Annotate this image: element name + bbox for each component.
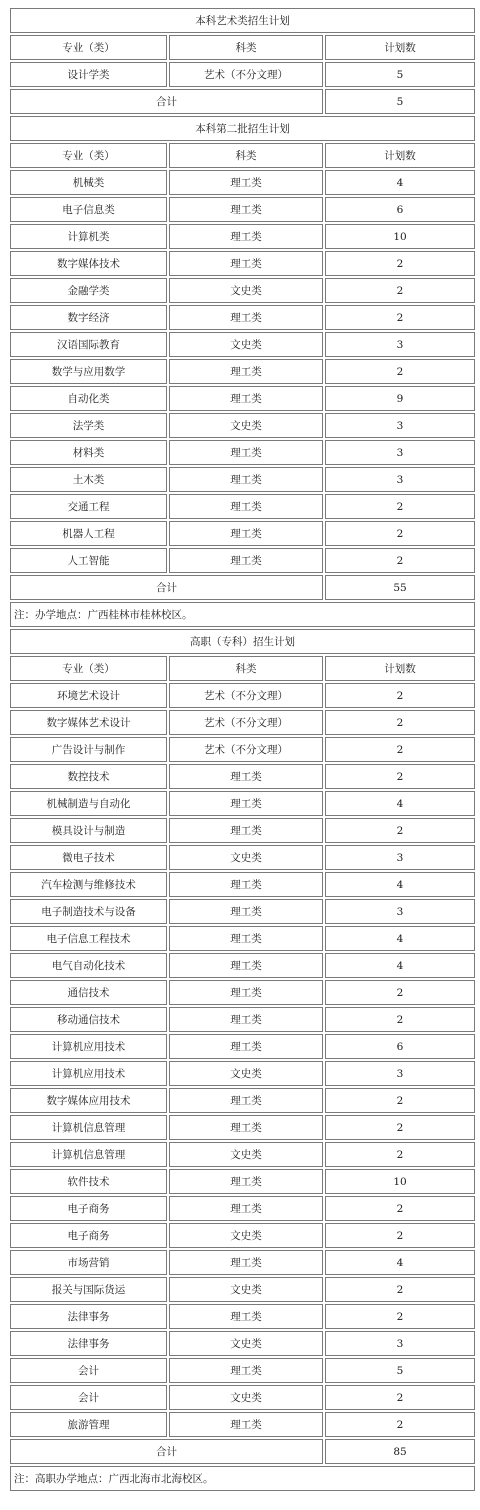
table-row bbox=[10, 953, 475, 978]
plan-count-cell: 2 bbox=[325, 359, 475, 384]
major-cell: 市场营销 bbox=[10, 1250, 167, 1275]
section-title-row bbox=[10, 116, 475, 141]
major-cell: 会计 bbox=[10, 1385, 167, 1410]
table-row bbox=[10, 1385, 475, 1410]
major-cell: 旅游管理 bbox=[10, 1412, 167, 1437]
header-major: 专业（类） bbox=[10, 656, 167, 681]
table-row bbox=[10, 521, 475, 546]
subject-cell: 艺术（不分文理） bbox=[169, 737, 323, 762]
subject-cell: 理工类 bbox=[169, 1169, 323, 1194]
major-cell: 交通工程 bbox=[10, 494, 167, 519]
plan-count-cell: 3 bbox=[325, 1331, 475, 1356]
table-row bbox=[10, 1115, 475, 1140]
table-row bbox=[10, 1412, 475, 1437]
subject-cell: 理工类 bbox=[169, 386, 323, 411]
major-cell: 汉语国际教育 bbox=[10, 332, 167, 357]
table-row bbox=[10, 1250, 475, 1275]
plan-count-cell: 6 bbox=[325, 1034, 475, 1059]
subject-cell: 理工类 bbox=[169, 872, 323, 897]
table-row bbox=[10, 1088, 475, 1113]
subject-cell: 理工类 bbox=[169, 1007, 323, 1032]
plan-count-cell: 2 bbox=[325, 521, 475, 546]
subject-cell: 理工类 bbox=[169, 467, 323, 492]
major-cell: 电子商务 bbox=[10, 1196, 167, 1221]
subject-cell: 理工类 bbox=[169, 818, 323, 843]
table-row bbox=[10, 548, 475, 573]
plan-count-cell: 4 bbox=[325, 872, 475, 897]
total-label: 合计 bbox=[10, 1439, 323, 1464]
section-note: 注：办学地点：广西桂林市桂林校区。 bbox=[10, 602, 475, 627]
subject-cell: 理工类 bbox=[169, 305, 323, 330]
subject-cell: 理工类 bbox=[169, 494, 323, 519]
major-cell: 计算机应用技术 bbox=[10, 1034, 167, 1059]
table-row bbox=[10, 251, 475, 276]
table-row bbox=[10, 1196, 475, 1221]
plan-count-cell: 2 bbox=[325, 764, 475, 789]
plan-count-cell: 2 bbox=[325, 548, 475, 573]
plan-count-cell: 5 bbox=[325, 62, 475, 87]
table-row bbox=[10, 1142, 475, 1167]
table-row bbox=[10, 872, 475, 897]
table-row bbox=[10, 1034, 475, 1059]
subject-cell: 文史类 bbox=[169, 1223, 323, 1248]
total-value: 55 bbox=[325, 575, 475, 600]
subject-cell: 理工类 bbox=[169, 1412, 323, 1437]
major-cell: 自动化类 bbox=[10, 386, 167, 411]
major-cell: 汽车检测与维修技术 bbox=[10, 872, 167, 897]
section-title-row bbox=[10, 629, 475, 654]
major-cell: 通信技术 bbox=[10, 980, 167, 1005]
header-plan: 计划数 bbox=[325, 143, 475, 168]
major-cell: 数字媒体技术 bbox=[10, 251, 167, 276]
plan-count-cell: 2 bbox=[325, 683, 475, 708]
plan-count-cell: 2 bbox=[325, 1142, 475, 1167]
column-header-row bbox=[10, 35, 475, 60]
plan-count-cell: 2 bbox=[325, 251, 475, 276]
plan-count-cell: 2 bbox=[325, 710, 475, 735]
plan-count-cell: 10 bbox=[325, 224, 475, 249]
subject-cell: 理工类 bbox=[169, 251, 323, 276]
section-note: 注：高职办学地点：广西北海市北海校区。 bbox=[10, 1466, 475, 1491]
table-row bbox=[10, 413, 475, 438]
column-header-row bbox=[10, 656, 475, 681]
table-row bbox=[10, 62, 475, 87]
plan-count-cell: 2 bbox=[325, 494, 475, 519]
total-row bbox=[10, 89, 475, 114]
subject-cell: 文史类 bbox=[169, 1142, 323, 1167]
plan-count-cell: 2 bbox=[325, 305, 475, 330]
plan-count-cell: 3 bbox=[325, 440, 475, 465]
subject-cell: 理工类 bbox=[169, 521, 323, 546]
header-major: 专业（类） bbox=[10, 143, 167, 168]
plan-count-cell: 2 bbox=[325, 1088, 475, 1113]
subject-cell: 文史类 bbox=[169, 413, 323, 438]
major-cell: 软件技术 bbox=[10, 1169, 167, 1194]
table-row bbox=[10, 1007, 475, 1032]
plan-count-cell: 2 bbox=[325, 278, 475, 303]
major-cell: 机械制造与自动化 bbox=[10, 791, 167, 816]
major-cell: 材料类 bbox=[10, 440, 167, 465]
major-cell: 环境艺术设计 bbox=[10, 683, 167, 708]
major-cell: 电子信息工程技术 bbox=[10, 926, 167, 951]
header-subject: 科类 bbox=[169, 143, 323, 168]
subject-cell: 理工类 bbox=[169, 359, 323, 384]
plan-count-cell: 2 bbox=[325, 1412, 475, 1437]
note-row bbox=[10, 1466, 475, 1491]
plan-count-cell: 2 bbox=[325, 1277, 475, 1302]
header-plan: 计划数 bbox=[325, 35, 475, 60]
table-row bbox=[10, 467, 475, 492]
subject-cell: 理工类 bbox=[169, 1115, 323, 1140]
plan-count-cell: 4 bbox=[325, 170, 475, 195]
major-cell: 计算机应用技术 bbox=[10, 1061, 167, 1086]
subject-cell: 理工类 bbox=[169, 980, 323, 1005]
section-title-row bbox=[10, 8, 475, 33]
major-cell: 电气自动化技术 bbox=[10, 953, 167, 978]
plan-count-cell: 3 bbox=[325, 467, 475, 492]
major-cell: 数字媒体艺术设计 bbox=[10, 710, 167, 735]
major-cell: 数字媒体应用技术 bbox=[10, 1088, 167, 1113]
subject-cell: 文史类 bbox=[169, 1277, 323, 1302]
table-row bbox=[10, 791, 475, 816]
table-row bbox=[10, 332, 475, 357]
plan-count-cell: 2 bbox=[325, 818, 475, 843]
plan-count-cell: 2 bbox=[325, 1007, 475, 1032]
plan-count-cell: 2 bbox=[325, 1304, 475, 1329]
subject-cell: 理工类 bbox=[169, 953, 323, 978]
plan-count-cell: 5 bbox=[325, 1358, 475, 1383]
subject-cell: 艺术（不分文理） bbox=[169, 683, 323, 708]
plan-count-cell: 10 bbox=[325, 1169, 475, 1194]
plan-count-cell: 4 bbox=[325, 1250, 475, 1275]
major-cell: 数字经济 bbox=[10, 305, 167, 330]
plan-count-cell: 3 bbox=[325, 413, 475, 438]
table-row bbox=[10, 1061, 475, 1086]
subject-cell: 理工类 bbox=[169, 548, 323, 573]
table-row bbox=[10, 1277, 475, 1302]
header-subject: 科类 bbox=[169, 656, 323, 681]
major-cell: 机械类 bbox=[10, 170, 167, 195]
major-cell: 报关与国际货运 bbox=[10, 1277, 167, 1302]
header-plan: 计划数 bbox=[325, 656, 475, 681]
major-cell: 数学与应用数学 bbox=[10, 359, 167, 384]
table-row bbox=[10, 818, 475, 843]
major-cell: 模具设计与制造 bbox=[10, 818, 167, 843]
plan-count-cell: 2 bbox=[325, 1385, 475, 1410]
table-row bbox=[10, 926, 475, 951]
plan-count-cell: 3 bbox=[325, 845, 475, 870]
table-row bbox=[10, 710, 475, 735]
table-row bbox=[10, 683, 475, 708]
table-row bbox=[10, 197, 475, 222]
plan-count-cell: 3 bbox=[325, 332, 475, 357]
section-title: 本科艺术类招生计划 bbox=[10, 8, 475, 33]
subject-cell: 理工类 bbox=[169, 1034, 323, 1059]
plan-count-cell: 2 bbox=[325, 1196, 475, 1221]
subject-cell: 理工类 bbox=[169, 791, 323, 816]
plan-count-cell: 4 bbox=[325, 926, 475, 951]
subject-cell: 理工类 bbox=[169, 224, 323, 249]
table-row bbox=[10, 764, 475, 789]
subject-cell: 文史类 bbox=[169, 1061, 323, 1086]
plan-count-cell: 2 bbox=[325, 1115, 475, 1140]
table-row bbox=[10, 386, 475, 411]
subject-cell: 艺术（不分文理） bbox=[169, 710, 323, 735]
plan-count-cell: 2 bbox=[325, 1223, 475, 1248]
table-row bbox=[10, 278, 475, 303]
header-major: 专业（类） bbox=[10, 35, 167, 60]
subject-cell: 文史类 bbox=[169, 1331, 323, 1356]
major-cell: 计算机类 bbox=[10, 224, 167, 249]
subject-cell: 理工类 bbox=[169, 926, 323, 951]
major-cell: 移动通信技术 bbox=[10, 1007, 167, 1032]
note-row bbox=[10, 602, 475, 627]
section-title: 本科第二批招生计划 bbox=[10, 116, 475, 141]
major-cell: 法学类 bbox=[10, 413, 167, 438]
plan-count-cell: 3 bbox=[325, 1061, 475, 1086]
major-cell: 设计学类 bbox=[10, 62, 167, 87]
table-row bbox=[10, 170, 475, 195]
table-row bbox=[10, 845, 475, 870]
plan-count-cell: 3 bbox=[325, 899, 475, 924]
table-row bbox=[10, 305, 475, 330]
major-cell: 法律事务 bbox=[10, 1304, 167, 1329]
total-row bbox=[10, 1439, 475, 1464]
section-title: 高职（专科）招生计划 bbox=[10, 629, 475, 654]
subject-cell: 文史类 bbox=[169, 278, 323, 303]
table-row bbox=[10, 1358, 475, 1383]
plan-count-cell: 4 bbox=[325, 791, 475, 816]
major-cell: 人工智能 bbox=[10, 548, 167, 573]
major-cell: 计算机信息管理 bbox=[10, 1115, 167, 1140]
subject-cell: 理工类 bbox=[169, 899, 323, 924]
plan-count-cell: 6 bbox=[325, 197, 475, 222]
subject-cell: 理工类 bbox=[169, 170, 323, 195]
subject-cell: 理工类 bbox=[169, 1196, 323, 1221]
subject-cell: 理工类 bbox=[169, 1358, 323, 1383]
major-cell: 法律事务 bbox=[10, 1331, 167, 1356]
table-row bbox=[10, 440, 475, 465]
enrollment-plan-document bbox=[8, 6, 475, 1493]
table-row bbox=[10, 359, 475, 384]
total-row bbox=[10, 575, 475, 600]
plan-count-cell: 2 bbox=[325, 980, 475, 1005]
total-label: 合计 bbox=[10, 89, 323, 114]
table-row bbox=[10, 1304, 475, 1329]
total-value: 5 bbox=[325, 89, 475, 114]
table-row bbox=[10, 980, 475, 1005]
subject-cell: 理工类 bbox=[169, 440, 323, 465]
subject-cell: 文史类 bbox=[169, 845, 323, 870]
major-cell: 金融学类 bbox=[10, 278, 167, 303]
subject-cell: 理工类 bbox=[169, 197, 323, 222]
subject-cell: 理工类 bbox=[169, 1088, 323, 1113]
subject-cell: 理工类 bbox=[169, 1250, 323, 1275]
table-row bbox=[10, 494, 475, 519]
subject-cell: 文史类 bbox=[169, 332, 323, 357]
table-row bbox=[10, 1331, 475, 1356]
total-label: 合计 bbox=[10, 575, 323, 600]
plan-count-cell: 4 bbox=[325, 953, 475, 978]
total-value: 85 bbox=[325, 1439, 475, 1464]
enrollment-plan-table bbox=[8, 6, 477, 1493]
major-cell: 电子商务 bbox=[10, 1223, 167, 1248]
subject-cell: 理工类 bbox=[169, 764, 323, 789]
column-header-row bbox=[10, 143, 475, 168]
table-row bbox=[10, 899, 475, 924]
plan-count-cell: 2 bbox=[325, 737, 475, 762]
major-cell: 计算机信息管理 bbox=[10, 1142, 167, 1167]
table-row bbox=[10, 224, 475, 249]
major-cell: 会计 bbox=[10, 1358, 167, 1383]
table-row bbox=[10, 737, 475, 762]
subject-cell: 艺术（不分文理） bbox=[169, 62, 323, 87]
subject-cell: 理工类 bbox=[169, 1304, 323, 1329]
major-cell: 微电子技术 bbox=[10, 845, 167, 870]
major-cell: 数控技术 bbox=[10, 764, 167, 789]
major-cell: 广告设计与制作 bbox=[10, 737, 167, 762]
major-cell: 机器人工程 bbox=[10, 521, 167, 546]
table-row bbox=[10, 1223, 475, 1248]
plan-count-cell: 9 bbox=[325, 386, 475, 411]
subject-cell: 文史类 bbox=[169, 1385, 323, 1410]
header-subject: 科类 bbox=[169, 35, 323, 60]
major-cell: 土木类 bbox=[10, 467, 167, 492]
major-cell: 电子制造技术与设备 bbox=[10, 899, 167, 924]
table-row bbox=[10, 1169, 475, 1194]
major-cell: 电子信息类 bbox=[10, 197, 167, 222]
